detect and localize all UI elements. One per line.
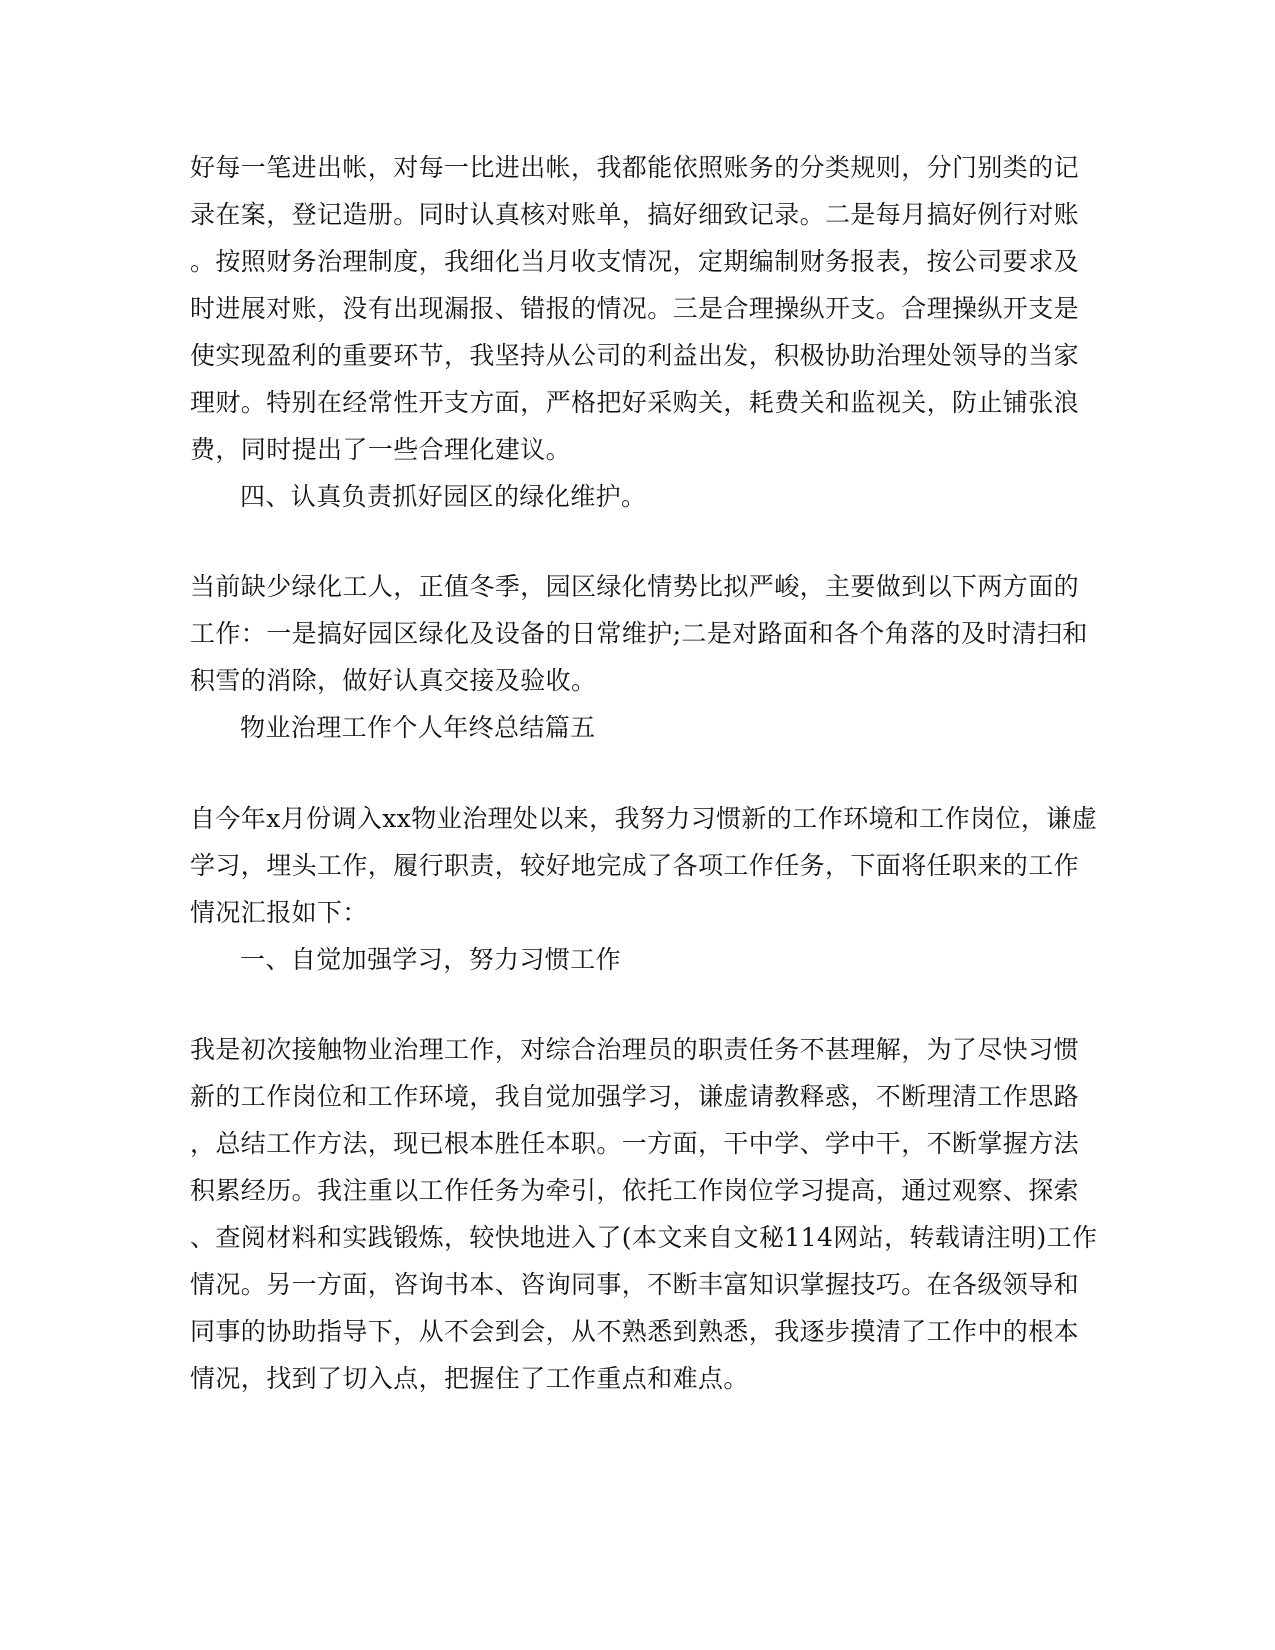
paragraph-line: 录在案，登记造册。同时认真核对账单，搞好细致记录。二是每月搞好例行对账 bbox=[190, 200, 1080, 229]
paragraph-line: 情况，找到了切入点，把握住了工作重点和难点。 bbox=[190, 1364, 749, 1393]
paragraph-line: 积累经历。我注重以工作任务为牵引，依托工作岗位学习提高，通过观察、探索 bbox=[190, 1176, 1080, 1205]
paragraph-line: 学习，埋头工作，履行职责，较好地完成了各项工作任务，下面将任职来的工作 bbox=[190, 851, 1080, 880]
paragraph-line: 工作：一是搞好园区绿化及设备的日常维护;二是对路面和各个角落的及时清扫和 bbox=[190, 619, 1088, 648]
paragraph-line: 使实现盈利的重要环节，我坚持从公司的利益出发，积极协助治理处领导的当家 bbox=[190, 341, 1080, 370]
paragraph-line: 理财。特别在经常性开支方面，严格把好采购关，耗费关和监视关，防止铺张浪 bbox=[190, 388, 1080, 417]
paragraph-line: 好每一笔进出帐，对每一比进出帐，我都能依照账务的分类规则，分门别类的记 bbox=[190, 153, 1080, 182]
paragraph-line: 积雪的消除，做好认真交接及验收。 bbox=[190, 666, 597, 695]
paragraph-line: 。按照财务治理制度，我细化当月收支情况，定期编制财务报表，按公司要求及 bbox=[190, 247, 1080, 276]
paragraph-line: 同事的协助指导下，从不会到会，从不熟悉到熟悉，我逐步摸清了工作中的根本 bbox=[190, 1317, 1080, 1346]
paragraph-line: 自今年x月份调入xx物业治理处以来，我努力习惯新的工作环境和工作岗位，谦虚 bbox=[190, 804, 1098, 833]
paragraph-line: ，总结工作方法，现已根本胜任本职。一方面，干中学、学中干，不断掌握方法 bbox=[190, 1129, 1080, 1158]
section-heading: 一、自觉加强学习，努力习惯工作 bbox=[240, 945, 622, 974]
paragraph-line: 费，同时提出了一些合理化建议。 bbox=[190, 435, 572, 464]
paragraph-line: 新的工作岗位和工作环境，我自觉加强学习，谦虚请教释惑，不断理清工作思路 bbox=[190, 1082, 1080, 1111]
paragraph-line: 、查阅材料和实践锻炼，较快地进入了(本文来自文秘114网站，转载请注明)工作 bbox=[190, 1223, 1098, 1252]
section-heading: 四、认真负责抓好园区的绿化维护。 bbox=[240, 482, 647, 511]
paragraph-line: 时进展对账，没有出现漏报、错报的情况。三是合理操纵开支。合理操纵开支是 bbox=[190, 294, 1080, 323]
paragraph-line: 当前缺少绿化工人，正值冬季，园区绿化情势比拟严峻，主要做到以下两方面的 bbox=[190, 572, 1080, 601]
paragraph-line: 情况。另一方面，咨询书本、咨询同事，不断丰富知识掌握技巧。在各级领导和 bbox=[190, 1270, 1080, 1299]
paragraph-line: 情况汇报如下： bbox=[190, 898, 368, 927]
section-title: 物业治理工作个人年终总结篇五 bbox=[240, 713, 596, 742]
paragraph-line: 我是初次接触物业治理工作，对综合治理员的职责任务不甚理解，为了尽快习惯 bbox=[190, 1035, 1080, 1064]
